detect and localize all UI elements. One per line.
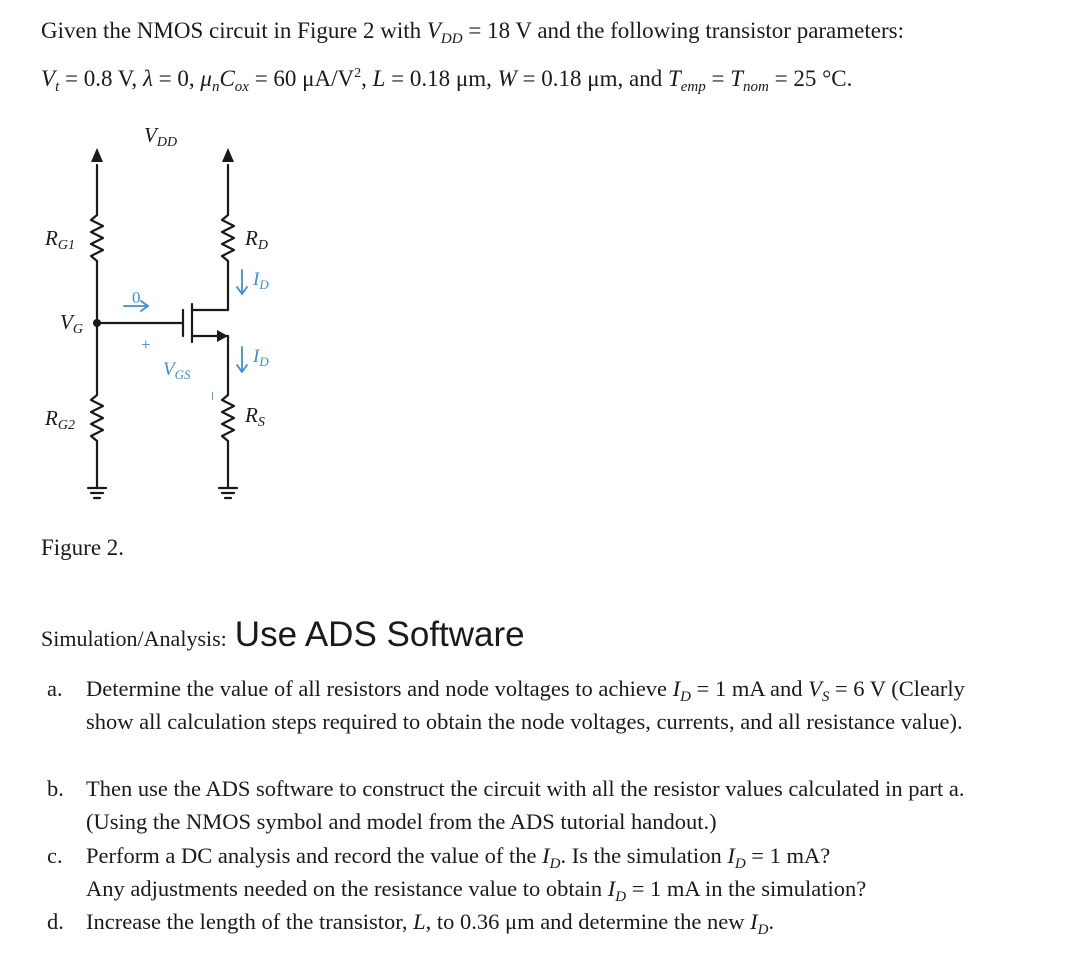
rg1-resistor [91,215,103,261]
vdd-label: VDD [144,123,178,150]
kp-exponent: 2 [354,66,362,81]
w-value: = 0.18 μm, and [516,66,668,91]
vdd-symbol: V [426,18,441,43]
left-vdd-arrow-icon [91,148,103,162]
vdd-subscript: DD [440,31,463,47]
question-text: Determine the value of all resistors and node voltages to achieve $I_D = 1$ mA and $V_S = 6$ V (Clearly show all calculation steps required to obtain the node voltages, currents, and all resistance value). [86,676,965,734]
mu-subscript: n [211,79,220,95]
intro-text-tail: = 18 V and the following transistor parameters: [462,18,904,43]
rd-resistor [222,215,234,261]
lambda-symbol: λ [142,66,153,91]
right-vdd-arrow-icon [222,148,234,162]
temp-symbol: T [667,66,681,91]
rg2-resistor [91,395,103,441]
id-label-lower: $I_D$ [253,346,269,369]
question-b [47,772,1007,838]
tnom-subscript: nom [743,79,769,95]
lambda-value: = 0, [152,66,201,91]
rg2-label: RG2 [45,406,75,433]
question-marker: a. [47,676,63,701]
question-a [47,672,1007,772]
intro-line-2 [41,66,853,95]
circuit-diagram [40,110,300,520]
rs-resistor [222,395,234,441]
l-symbol: L [372,66,386,91]
id-label-upper: $I_D$ [253,269,269,292]
simulation-label: Simulation/Analysis: [41,626,227,651]
temp-value: = 25 °C. [768,66,853,91]
vgs-minus-sign: − [203,391,222,401]
intro-text: Given the NMOS circuit in Figure 2 with [41,18,427,43]
kp-tail: , [361,66,373,91]
question-text: Then use the ADS software to construct the circuit with all the resistor values calculated in part a. (Using the NMOS symbol and model from the ADS tutorial handout.) [86,776,965,834]
temp-subscript: emp [680,79,706,95]
vgs-plus-sign: + [141,335,151,354]
intro-line-1 [41,18,904,47]
vt-symbol: V [41,66,56,91]
vt-value: = 0.8 V, [59,66,143,91]
figure-caption: Figure 2. [41,535,125,560]
vg-label: VG [60,310,83,337]
cox-subscript: ox [234,79,249,95]
question-marker: c. [47,843,63,868]
mu-symbol: μ [200,66,212,91]
vgs-label: $V_{GS}$ [163,359,191,382]
w-symbol: W [497,66,517,91]
gate-current-label: 0 [132,288,141,307]
simulation-tool: Use ADS Software [234,615,525,654]
question-c [47,839,1007,905]
cox-symbol: C [219,66,235,91]
question-marker: d. [47,909,64,934]
simulation-heading [41,615,525,655]
kp-value: = 60 μA/V [248,66,355,91]
question-text: Perform a DC analysis and record the value of the $I_D$. Is the simulation $I_D = 1$ mA? Any adjustments needed on the resistance value to obtain $I_D = 1$ mA in the simulation? [86,843,867,905]
question-d [47,905,1007,938]
l-value: = 0.18 μm, [385,66,498,91]
rg1-label: RG1 [45,226,75,253]
rd-label: RD [245,226,268,253]
rs-label: RS [245,403,265,430]
source-arrow-icon [217,330,228,342]
vt-subscript: t [55,79,60,95]
tnom-symbol: T [730,66,744,91]
question-text: Increase the length of the transistor, L, to 0.36 μm and determine the new $I_D$. [86,909,775,938]
question-marker: b. [47,776,64,801]
vg-node-dot [93,319,101,327]
tnom-eq: = [705,66,731,91]
